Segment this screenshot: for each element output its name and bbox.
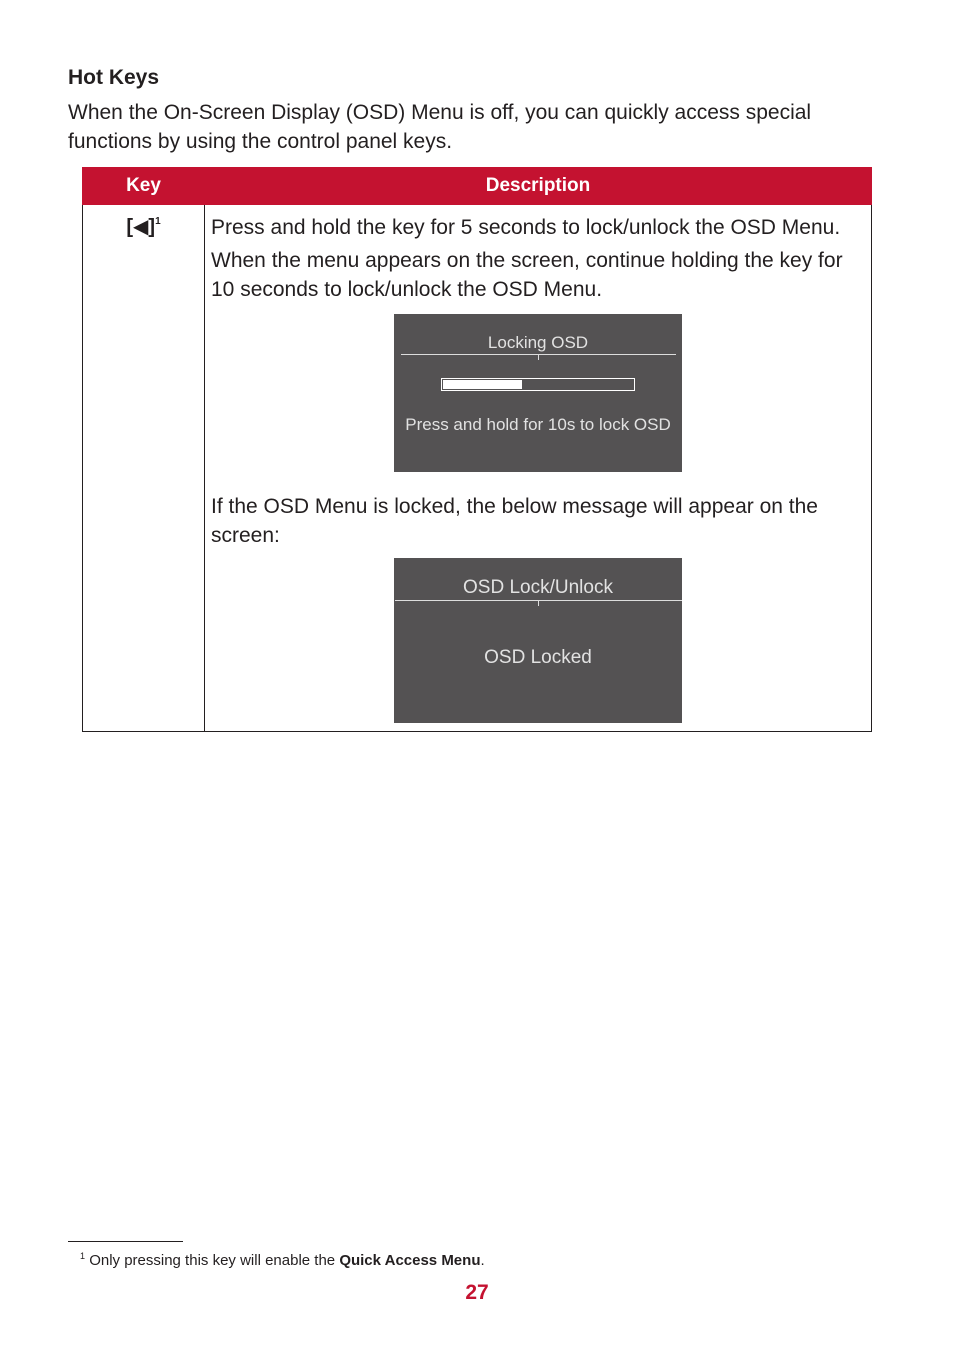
osd-lock-progress-bar <box>441 378 635 391</box>
table-row <box>83 205 872 732</box>
hot-keys-table <box>82 167 872 732</box>
footnote-period: . <box>480 1252 485 1269</box>
footnote-text: Only pressing this key will enable the <box>89 1252 340 1269</box>
section-title: Hot Keys <box>68 66 160 89</box>
osd-locking-dialog <box>394 314 682 472</box>
page-number: 27 <box>465 1281 489 1304</box>
intro-paragraph: When the On-Screen Display (OSD) Menu is off, you can quickly access special functions by using the control panel keys. <box>68 101 812 153</box>
osd-locked-dialog <box>394 558 682 723</box>
description-paragraph: If the OSD Menu is locked, the below message will appear on the screen: <box>211 495 818 547</box>
osd-locked-message: OSD Locked <box>484 647 592 668</box>
footnote <box>80 1251 485 1269</box>
left-arrow-key-label: [◀] <box>126 216 156 238</box>
footnote-number: 1 <box>80 1251 86 1261</box>
footnote-emphasis: Quick Access Menu <box>339 1252 481 1269</box>
osd-lock-progress-fill <box>443 380 522 389</box>
description-paragraph: Press and hold the key for 5 seconds to lock/unlock the OSD Menu. <box>211 216 841 239</box>
osd-divider-tick <box>538 355 539 360</box>
osd-divider-tick <box>538 601 539 606</box>
key-column-header: Key <box>83 168 205 205</box>
footnote-marker: 1 <box>155 216 161 227</box>
description-paragraph: When the menu appears on the screen, continue holding the key for 10 seconds to lock/unlock the OSD Menu. <box>211 249 843 301</box>
description-column-header: Description <box>205 168 872 205</box>
footnote-divider <box>68 1241 183 1242</box>
osd-locking-title: Locking OSD <box>487 333 589 352</box>
description-cell <box>205 205 872 732</box>
table-header-row <box>83 168 872 205</box>
key-cell <box>83 205 205 732</box>
osd-locking-message: Press and hold for 10s to lock OSD <box>405 415 671 434</box>
osd-locked-title: OSD Lock/Unlock <box>463 577 613 598</box>
